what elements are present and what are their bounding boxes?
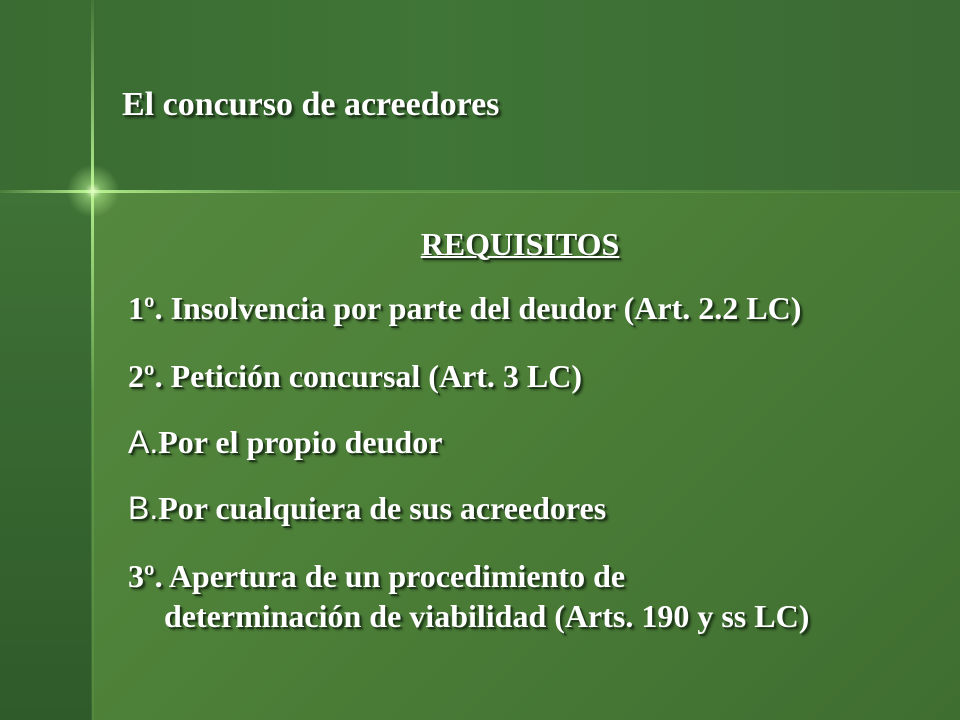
sub-item-b [128, 490, 606, 527]
sub-item-a-marker: A. [128, 424, 159, 460]
sub-item-b-text: Por cualquiera de sus acreedores [158, 490, 607, 526]
sub-item-b-marker: B. [128, 490, 159, 526]
section-heading: REQUISITOS [420, 226, 620, 262]
sub-item-a-text: Por el propio deudor [158, 424, 443, 460]
slide-title: El concurso de acreedores [122, 86, 500, 123]
requirement-1: 1º. Insolvencia por parte del deudor (Art. 2.2 LC) [128, 290, 802, 326]
requirement-3-line-1: 3º. Apertura de un procedimiento de [128, 558, 626, 594]
sub-item-a [128, 424, 442, 461]
requirement-2: 2º. Petición concursal (Art. 3 LC) [128, 358, 583, 394]
requirement-3-line-2: determinación de viabilidad (Arts. 190 y ss LC) [164, 598, 810, 634]
